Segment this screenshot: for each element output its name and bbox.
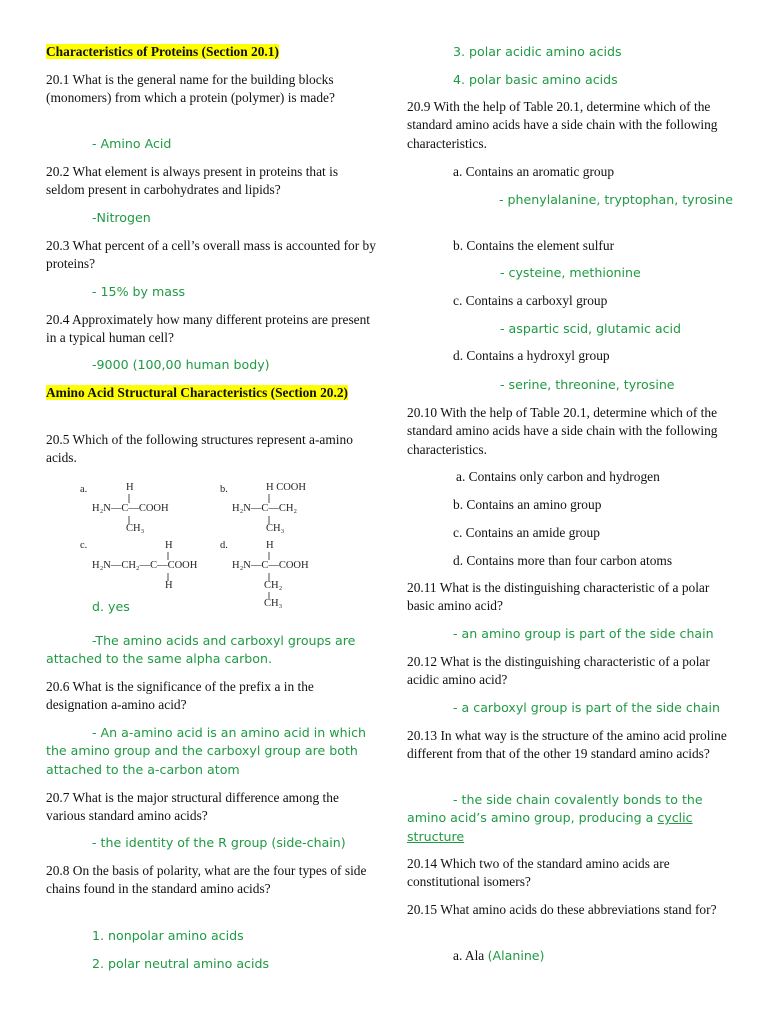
structure-c-label: c. [80, 540, 88, 551]
structure-d-top: H [266, 540, 274, 551]
structure-a-bonds [80, 478, 90, 538]
structure-b-bonds [220, 478, 230, 538]
structure-a-bottom: CH₃ [126, 523, 145, 534]
section-heading-20-2: Amino Acid Structural Characteristics (Section 20.2) [46, 385, 348, 400]
question-20-15-a: a. Ala (Alanine) [453, 948, 545, 963]
question-20-10-d: d. Contains more than four carbon atoms [453, 553, 673, 568]
answer-20-4: -9000 (100,00 human body) [92, 357, 270, 372]
structure-c-bottom: H [165, 580, 173, 591]
answer-20-8-item-1: 1. nonpolar amino acids [92, 928, 244, 943]
question-20-9-c: c. Contains a carboxyl group [453, 293, 608, 308]
question-20-8: 20.8 On the basis of polarity, what are the four types of side chains found in the standard amino acids? [46, 863, 367, 897]
structure-d-mid: CH₂ [264, 580, 283, 591]
answer-20-9-d: - serine, threonine, tyrosine [500, 377, 675, 392]
question-20-9-d: d. Contains a hydroxyl group [453, 348, 610, 363]
answer-20-8-item-3: 3. polar acidic amino acids [453, 44, 622, 59]
answer-20-6: - An a-amino acid is an amino acid in which the amino group and the carboxyl group are both attached to the a-carbon atom [46, 725, 366, 777]
structure-d-bonds [220, 540, 230, 620]
question-20-10-a: a. Contains only carbon and hydrogen [456, 469, 660, 484]
answer-20-9-c: - aspartic scid, glutamic acid [500, 321, 682, 336]
answer-20-8-item-2: 2. polar neutral amino acids [92, 956, 270, 971]
question-20-14: 20.14 Which two of the standard amino acids are constitutional isomers? [407, 856, 670, 890]
question-20-7: 20.7 What is the major structural difference among the various standard amino acids? [46, 790, 339, 824]
cyclic-structure-link[interactable]: cyclic structure [407, 810, 693, 844]
question-20-11: 20.11 What is the distinguishing characteristic of a polar basic amino acid? [407, 580, 710, 614]
question-20-15: 20.15 What amino acids do these abbreviations stand for? [407, 902, 717, 917]
question-20-9-b: b. Contains the element sulfur [453, 238, 615, 253]
question-20-4: 20.4 Approximately how many different proteins are present in a typical human cell? [46, 312, 371, 346]
structures-diagram [80, 478, 370, 613]
answer-20-15-a: (Alanine) [487, 948, 545, 963]
question-20-1: 20.1 What is the general name for the building blocks (monomers) from which a protein (polymer) is made? [46, 72, 335, 106]
answer-20-12: - a carboxyl group is part of the side chain [453, 700, 721, 715]
structure-b-bottom: CH₃ [266, 523, 285, 534]
structure-b-top: H COOH [266, 482, 306, 493]
answer-20-5-partial: d. yes [92, 599, 130, 614]
question-20-13: 20.13 In what way is the structure of the amino acid proline different from that of the other 19 standard amino acids? [407, 728, 727, 762]
question-20-6: 20.6 What is the significance of the prefix a in the designation a-amino acid? [46, 679, 314, 713]
structure-b-label: b. [220, 484, 228, 495]
structure-c-bonds [80, 540, 90, 600]
question-20-10-b: b. Contains an amino group [453, 497, 602, 512]
question-20-5: 20.5 Which of the following structures represent a-amino acids. [46, 432, 353, 466]
section-heading-20-1: Characteristics of Proteins (Section 20.1) [46, 44, 279, 59]
answer-20-13: - the side chain covalently bonds to the amino acid’s amino group, producing a cyclic structure [407, 792, 703, 844]
structure-d-label: d. [220, 540, 228, 551]
question-20-9: 20.9 With the help of Table 20.1, determine which of the standard amino acids have a side chain with the following characteristics. [407, 99, 718, 151]
answer-20-11: - an amino group is part of the side chain [453, 626, 714, 641]
answer-20-1: - Amino Acid [92, 136, 172, 151]
structure-d-bottom: CH₃ [264, 598, 283, 609]
answer-20-7: - the identity of the R group (side-chain) [92, 835, 346, 850]
question-20-10: 20.10 With the help of Table 20.1, determine which of the standard amino acids have a side chain with the following characteristics. [407, 405, 718, 457]
question-20-12: 20.12 What is the distinguishing characteristic of a polar acidic amino acid? [407, 654, 710, 688]
structure-d-main: H₂N—C—COOH [232, 560, 309, 571]
answer-20-5: -The amino acids and carboxyl groups are attached to the same alpha carbon. [46, 633, 356, 667]
structure-a-label: a. [80, 484, 88, 495]
answer-20-2: -Nitrogen [92, 210, 151, 225]
structure-a-main: H₂N—C—COOH [92, 503, 169, 514]
answer-20-3: - 15% by mass [92, 284, 186, 299]
answer-20-8-item-4: 4. polar basic amino acids [453, 72, 618, 87]
structure-b-main: H₂N—C—CH₂ [232, 503, 298, 514]
question-20-2: 20.2 What element is always present in proteins that is seldom present in carbohydrates and lipids? [46, 164, 339, 198]
question-20-3: 20.3 What percent of a cell’s overall mass is accounted for by proteins? [46, 238, 376, 272]
answer-20-9-a: - phenylalanine, tryptophan, tyrosine [499, 192, 734, 207]
structure-c-main: H₂N—CH₂—C—COOH [92, 560, 198, 571]
structure-a-top: H [126, 482, 134, 493]
answer-20-9-b: - cysteine, methionine [500, 265, 641, 280]
structure-c-top: H [165, 540, 173, 551]
question-20-9-a: a. Contains an aromatic group [453, 164, 615, 179]
question-20-10-c: c. Contains an amide group [453, 525, 600, 540]
